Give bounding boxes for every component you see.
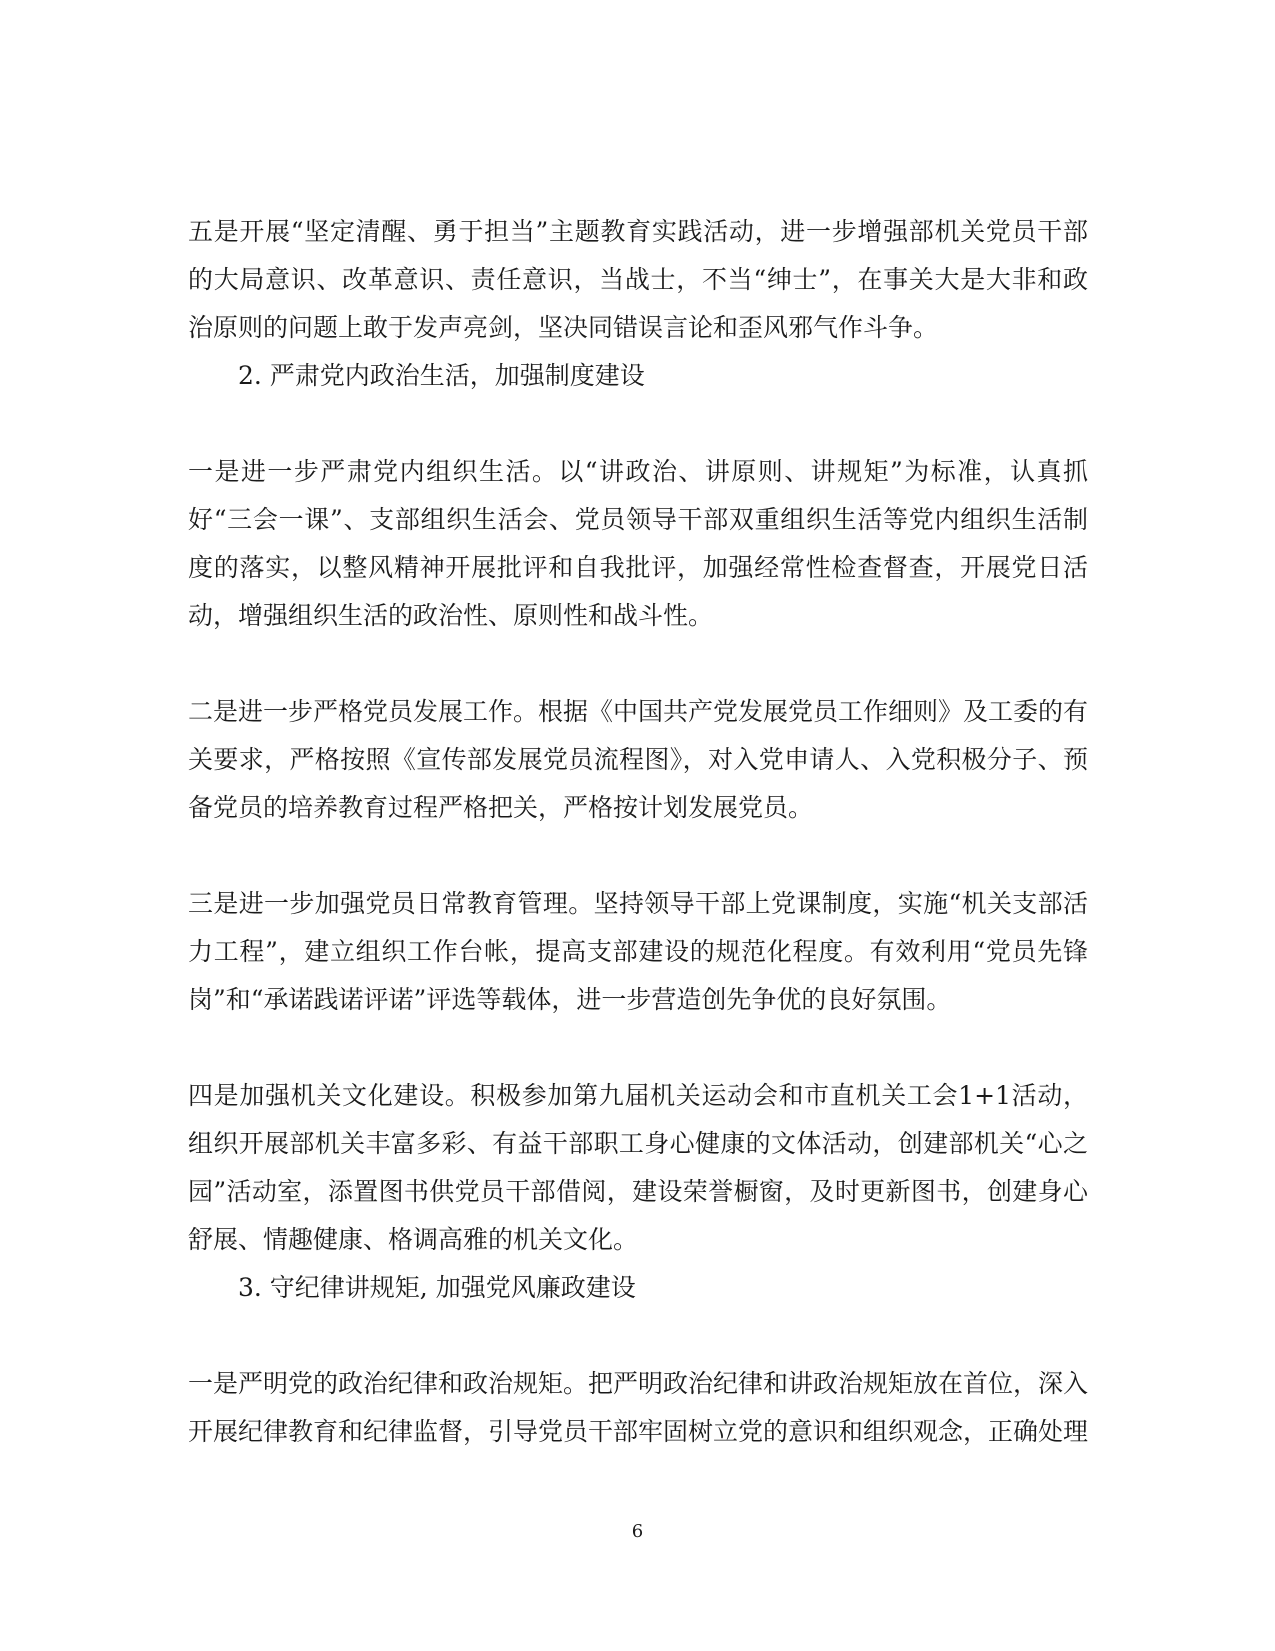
paragraph-four-item: 四是加强机关文化建设。积极参加第九届机关运动会和市直机关工会1+1活动，组织开展部机关丰富多彩、有益干部职工身心健康的文体活动，创建部机关“心之园”活动室，添置图书供党员干部借阅，建设荣誉橱窗，及时更新图书，创建身心舒展、情趣健康、格调高雅的机关文化。 — [188, 1081, 1088, 1254]
section-heading-2: 2. 严肃党内政治生活，加强制度建设 — [238, 361, 645, 390]
paragraph-five-item: 五是开展“坚定清醒、勇于担当”主题教育实践活动，进一步增强部机关党员干部的大局意识、改革意识、责任意识，当战士，不当“绅士”，在事关大是大非和政治原则的问题上敢于发声亮剑，坚决同错误言论和歪风邪气作斗争。 — [188, 217, 1088, 342]
document-body — [188, 208, 1088, 1456]
paragraph-one-item: 一是进一步严肃党内组织生活。以“讲政治、讲原则、讲规矩”为标准，认真抓好“三会一课”、支部组织生活会、党员领导干部双重组织生活等党内组织生活制度的落实，以整风精神开展批评和自我批评，加强经常性检查督查，开展党日活动，增强组织生活的政治性、原则性和战斗性。 — [188, 457, 1088, 630]
paragraph-three-item: 三是进一步加强党员日常教育管理。坚持领导干部上党课制度，实施“机关支部活力工程”，建立组织工作台帐，提高支部建设的规范化程度。有效利用“党员先锋岗”和“承诺践诺评诺”评选等载体，进一步营造创先争优的良好氛围。 — [188, 889, 1088, 1014]
page-number: 6 — [631, 1521, 644, 1542]
paragraph-discipline: 一是严明党的政治纪律和政治规矩。把严明政治纪律和讲政治规矩放在首位，深入开展纪律教育和纪律监督，引导党员干部牢固树立党的意识和组织观念，正确处理 — [188, 1369, 1089, 1446]
section-heading-3: 3. 守纪律讲规矩, 加强党风廉政建设 — [238, 1273, 636, 1302]
paragraph-two-item: 二是进一步严格党员发展工作。根据《中国共产党发展党员工作细则》及工委的有关要求，严格按照《宣传部发展党员流程图》，对入党申请人、入党积极分子、预备党员的培养教育过程严格把关，严格按计划发展党员。 — [188, 697, 1089, 822]
